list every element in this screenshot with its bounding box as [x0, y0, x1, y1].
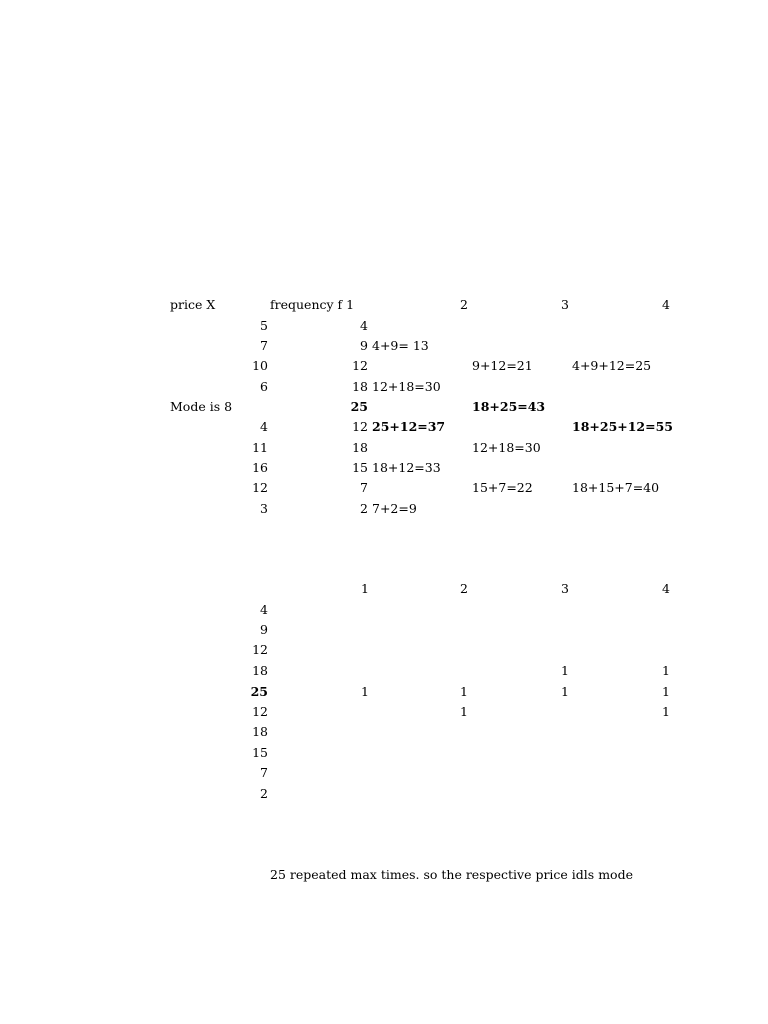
col-2-sum-max: 18+25=43 [472, 399, 546, 414]
tally-cell: 1 [662, 663, 670, 678]
grouping-header-4: 4 [662, 581, 670, 596]
group-2-sum: 7+2=9 [372, 501, 417, 516]
tally-cell: 1 [561, 663, 569, 678]
analysis-frequency-max: 25 [250, 684, 268, 699]
analysis-frequency: 7 [260, 765, 268, 780]
grouping-header-3: 3 [561, 581, 569, 596]
price-cell: 3 [260, 501, 268, 516]
frequency-cell: 4 [360, 318, 368, 333]
price-cell: 10 [252, 358, 268, 373]
header-col-3: 3 [561, 297, 569, 312]
price-cell: 11 [252, 440, 268, 455]
frequency-cell: 7 [360, 480, 368, 495]
analysis-frequency: 12 [252, 642, 268, 657]
analysis-frequency: 18 [252, 663, 268, 678]
col-3-sum: 18+15+7=40 [572, 480, 660, 495]
frequency-cell: 18 [352, 379, 368, 394]
header-price: price X [170, 297, 216, 312]
frequency-cell: 15 [352, 460, 368, 475]
price-cell: 16 [252, 460, 268, 475]
price-cell: 6 [260, 379, 268, 394]
col-3-sum: 4+9+12=25 [572, 358, 652, 373]
frequency-cell-max: 25 [350, 399, 368, 414]
tally-cell: 1 [662, 684, 670, 699]
tally-cell: 1 [561, 684, 569, 699]
frequency-cell: 12 [352, 358, 368, 373]
price-cell: 5 [260, 318, 268, 333]
group-2-sum-max: 25+12=37 [372, 419, 446, 434]
tally-cell: 1 [460, 704, 468, 719]
col-2-sum: 9+12=21 [472, 358, 533, 373]
price-cell: 7 [260, 338, 268, 353]
group-2-sum: 18+12=33 [372, 460, 441, 475]
price-cell: 12 [252, 480, 268, 495]
frequency-cell: 9 [360, 338, 368, 353]
group-2-sum: 12+18=30 [372, 379, 441, 394]
conclusion-text: 25 repeated max times. so the respective price idls mode [270, 867, 633, 882]
header-frequency: frequency f 1 [270, 297, 355, 312]
analysis-frequency: 18 [252, 724, 268, 739]
frequency-cell: 2 [360, 501, 368, 516]
tally-cell: 1 [662, 704, 670, 719]
frequency-cell: 18 [352, 440, 368, 455]
analysis-frequency: 12 [252, 704, 268, 719]
analysis-frequency: 9 [260, 622, 268, 637]
frequency-cell: 12 [352, 419, 368, 434]
group-2-sum: 4+9= 13 [372, 338, 429, 353]
tally-cell: 1 [361, 684, 369, 699]
col-3-sum-max: 18+25+12=55 [572, 419, 674, 434]
analysis-frequency: 4 [260, 602, 268, 617]
grouping-header-2: 2 [460, 581, 468, 596]
mode-label: Mode is 8 [170, 399, 233, 414]
analysis-frequency: 15 [252, 745, 268, 760]
grouping-header-1: 1 [361, 581, 369, 596]
analysis-frequency: 2 [260, 786, 268, 801]
price-cell: 4 [260, 419, 268, 434]
col-2-sum: 15+7=22 [472, 480, 533, 495]
header-col-4: 4 [662, 297, 670, 312]
tally-cell: 1 [460, 684, 468, 699]
header-col-2: 2 [460, 297, 468, 312]
col-2-sum: 12+18=30 [472, 440, 541, 455]
